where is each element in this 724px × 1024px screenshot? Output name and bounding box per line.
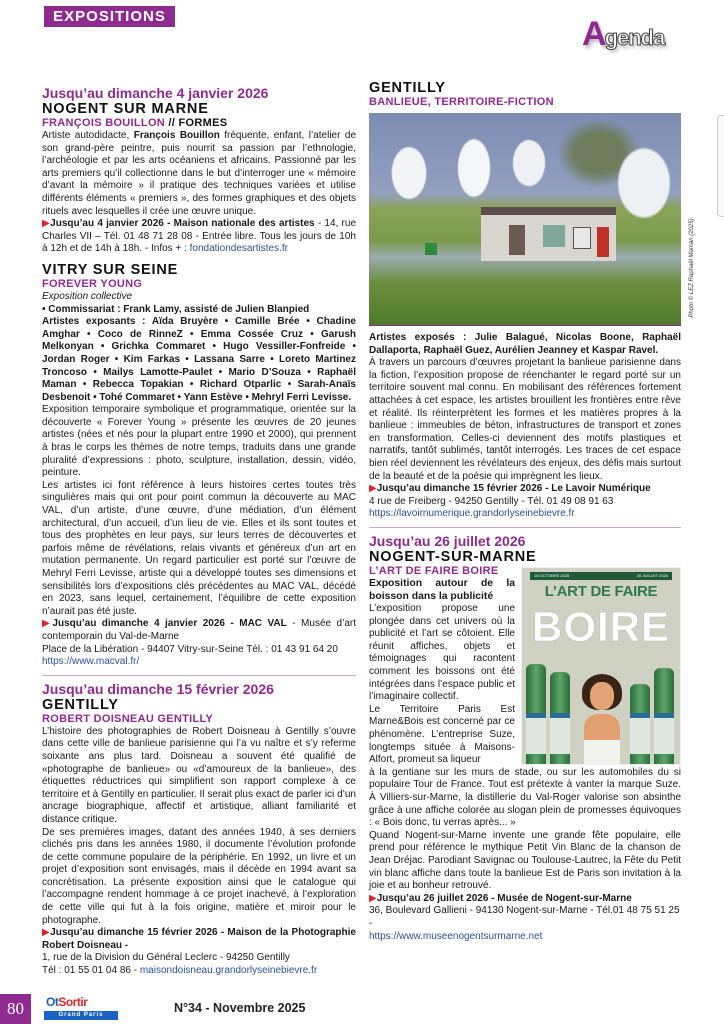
- event-city: NOGENT-SUR-MARNE: [369, 548, 537, 565]
- event-description: à la gentiane sur les murs de stade, ou sur les automobiles du si populaire Tour de France. Tout est prétexte à vanter la marque Suze. À Villiers-sur-Marne, la distillerie du Val-Roger valorise son absinthe grâce à une affiche colorée au slogan plein de promesses équivoques : « Bois donc, tu verras après... »: [369, 766, 681, 829]
- agenda-logo-rest: genda: [604, 25, 665, 50]
- event-description: De ses premières images, datant des années 1940, à ses derniers clichés pris dans les années 1980, il documente l’évolution profonde de cette commune populaire de la périphérie. En 1992, un livre et un projet d’exposition sont envisagés, mais il décède en 1994 avant sa concrétisation. La présente exposition ainsi que le catalogue qui l’accompagne rendent hommage à ce projet inachevé, à l’exploration de cette ville qui fut à la fois origine, matière et miroir pour le photographe.: [42, 826, 356, 926]
- event-info-bold: Jusqu’au dimanche 15 février 2026 - Le Lavoir Numérique: [376, 483, 651, 495]
- arrow-right-icon: ▶: [369, 483, 377, 495]
- event-description: À travers un parcours d’œuvres projetant la banlieue parisienne dans la fiction, l’exposition propose de réenchanter le regard porté sur un territoire souvent mal connu. En mobilisant des références fortement attachées à cet espace, les artistes brouillent les frontières entre rêve et réalité. Ils réinterprètent les formes et les matières propres à la banlieue : immeubles de béton, infrastructures de transport et zones en transformation. Celles-ci deviennent des motifs plastiques et narratifs, tantôt sublimés, tantôt interrogés. Les traces de cet espace bien réel deviennent les révélateurs des enjeux, des défis mais surtout de la beauté et de la poésie qui imprègnent les lieux.: [369, 357, 681, 482]
- poster-date-band: [530, 572, 672, 580]
- magazine-logo: [44, 995, 118, 1021]
- event-title: FORMES: [178, 117, 228, 129]
- event-info-rest: -: [122, 939, 129, 951]
- arrow-right-icon: ▶: [42, 618, 53, 630]
- event-info: [369, 483, 681, 496]
- event-info: [42, 618, 356, 643]
- event-city: VITRY SUR SEINE: [42, 261, 179, 278]
- event-link[interactable]: https://www.museenogentsurmarne.net: [369, 930, 543, 942]
- event-lead: Exposition autour de la boisson dans la publicité: [369, 577, 515, 602]
- event-address: Place de la Libération - 94407 Vitry-sur-Seine Tél. : 01 43 91 64 20: [42, 643, 338, 655]
- agenda-logo: [582, 15, 665, 53]
- event-artists: Artistes exposants : Aïda Bruyère • Camille Brée • Chadine Amghar • Coco de RinneZ • Emma Cossée Cruz • Garush Melkonyan • Grichka Commaret • Hugo Vessiller-Fonfreide • Jordan Roger • Kim Farkas • Lassana Sarre • Loreto Martinez Troncoso • Mailys Lamotte-Paulet • Mario D’Souza • Raphaël Maman • Rebecca Topakian • Richard Otparlic • Sarah-Anaïs Desbenoit • Tohé Commaret • Yann Estève • Mehryl Ferri Levisse.: [42, 316, 356, 403]
- event-photo-house-landscape: [369, 113, 681, 326]
- event-link[interactable]: https://www.macval.fr/: [42, 656, 140, 668]
- event-info-bold: Jusqu’au 4 janvier 2026 - Maison nationale des artistes: [50, 218, 315, 230]
- event-link[interactable]: https://lavoirnumerique.grandorlyseinebievre.fr: [369, 508, 575, 520]
- event-description: [42, 130, 356, 218]
- poster-end-date: 26 JUILLET 2026: [636, 572, 668, 578]
- event-subtitle: FOREVER YOUNG: [42, 277, 143, 290]
- event-info-bold: Jusqu’au dimanche 15 février 2026 - Maison de la Photographie Robert Doisneau: [42, 927, 356, 951]
- event-city: NOGENT SUR MARNE: [42, 101, 209, 117]
- event-link[interactable]: maisondoisneau.grandorlyseinebievre.fr: [139, 965, 318, 977]
- event-city: GENTILLY: [42, 696, 119, 713]
- event-date: Jusqu’au dimanche 4 janvier 2026: [42, 85, 269, 101]
- event-description: L’histoire des photographies de Robert Doisneau à Gentilly s’ouvre dans cette ville de banlieue parisienne qui l’a vu naître et s’y referme soixante ans plus tard. Doisneau a souvent été qualifié de «photographe de banlieue» ou «d’amoureux de la banlieue», des étiquettes réductrices qui simplifient son rapport complexe à ce territoire et à Gentilly en particulier. Il serait plus exact de parler ici d’un ancrage biographique, affectif et artistique, alliant familiarité et distance critique.: [42, 725, 356, 825]
- event-date: Jusqu’au dimanche 15 février 2026: [42, 680, 274, 697]
- event-info: [369, 893, 681, 906]
- event-link[interactable]: fondationdesartistes.fr: [189, 243, 288, 255]
- agenda-logo-initial: A: [582, 15, 607, 53]
- arrow-right-icon: ▶: [42, 927, 51, 939]
- logo-mark: Ot: [46, 995, 59, 1009]
- event-info: [42, 927, 356, 952]
- event-gentilly-territoire-fiction: [369, 80, 681, 521]
- section-tag: EXPOSITIONS: [44, 6, 175, 27]
- photo-credit-text: Photo © LEZ Raphaël Maman (2025): [689, 218, 695, 318]
- poster-bottle: [526, 664, 546, 764]
- poster-bottle: [630, 684, 650, 764]
- event-date: Jusqu’au 26 juillet 2026: [369, 532, 526, 549]
- event-subtitle: [42, 117, 356, 130]
- event-info: [42, 218, 356, 256]
- event-artists: Artistes exposés : Julie Balagué, Nicolas Boone, Raphaël Dallaporta, Raphaël Guez, Aurélien Jeanney et Kaspar Ravel.: [369, 332, 681, 356]
- event-info-rest: - Musée d’art contemporain du Val-de-Marne: [42, 618, 357, 642]
- event-address: 4 rue de Freiberg - 94250 Gentilly - Tél. 01 49 08 91 63: [369, 495, 614, 507]
- event-curators: • Commissariat : Frank Lamy, assisté de Julien Blanpied: [42, 303, 310, 315]
- event-info-bold: Jusqu’au dimanche 4 janvier 2026 - MAC VAL: [52, 618, 287, 630]
- event-description: Exposition temporaire symbolique et programmatique, orientée sur la découverte « Forever Young » présente les œuvres de 20 jeunes artistes (nées et nés pour la plupart entre 1990 et 2000), qui prennent à bras le corps les thèmes de notre temps, traduits dans une grande pluralité d’expressions : photo, sculpture, installation, dessin, vidéo, peinture.: [42, 404, 356, 479]
- artist-name: François Bouillon: [133, 130, 220, 141]
- event-description: Le Territoire Paris Est Marne&Bois est concerné par ce phénomène. L’entreprise Suze, longtemps située à Maisons-Alfort, promeut sa liqueur: [369, 703, 515, 766]
- description-text: fréquente, enfant, l’atelier de son grand-père peintre, puis nourrit sa passion par l’ethnologie, l’archéologie et par les arts océaniens et africains. Passionné par les arts premiers qu’il collectionne dans le but d’interroger une « mémoire d’avant la mémoire » il pratique des techniques variées et utilise différents éléments « premiers », des formes graphiques et des objets rituels avec lesquelles il crée une œuvre unique.: [42, 130, 357, 217]
- event-kind: Exposition collective: [42, 290, 133, 302]
- event-description: L’exposition propose une plongée dans cet univers où la publicité et l’art se côtoient. Elle réunit affiches, objets et témoignages qui racontent comment les boissons ont été intégrées dans l’espace public et l’imaginaire collectif.: [369, 603, 515, 703]
- description-text: Artiste autodidacte,: [42, 130, 134, 141]
- event-gentilly-doisneau: [42, 681, 356, 978]
- page-number: 80: [0, 994, 31, 1024]
- photo-credit: [686, 195, 698, 345]
- event-info-rest: - 14, rue Charles VII – Tél. 01 48 71 28 08 - Entrée libre. Tous les jours de 10h à 12h et de 14h à 18h. - Infos + :: [42, 218, 357, 255]
- photo-house: [481, 207, 616, 261]
- event-contact: [42, 965, 356, 978]
- logo-subtitle: Grand Paris: [44, 1011, 118, 1020]
- divider: [369, 527, 681, 528]
- event-description: Les artistes ici font référence à leurs histoires certes toutes très singulières mais qui ont pour point commun la découverte au MAC VAL, d’un artiste, d’une œuvre, d’une médiation, d’un élément architectural, d’un accueil, d’un lieu de vie. Elles et ils sont toutes et tous des prophètes en leur pays, sur leurs terres de découvertes et parfois même de révélations, relais vivants et généreux d’un art en mutation permanente. Un regard particulier est porté sur l’œuvre de Mehryl Ferri Levisse, artiste qui a développé toutes ses dimensions et sensibilités lors d’expositions clés précédentes au MAC VAL, décédé en 2023, sans lequel, certainement, l’équilibre de cette exposition n’aurait pas été juste.: [42, 479, 356, 617]
- poster-title-line1: L’ART DE FAIRE: [544, 582, 658, 600]
- right-column: [369, 80, 681, 943]
- event-artist: FRANÇOIS BOUILLON: [42, 117, 166, 129]
- poster-bottle: [654, 668, 674, 764]
- poster-bottle: [550, 672, 570, 764]
- event-subtitle: ROBERT DOISNEAU GENTILLY: [42, 712, 214, 725]
- event-address: 1, rue de la Division du Général Leclerc - 94250 Gentilly: [42, 952, 290, 964]
- poster-woman-illustration: [578, 674, 626, 764]
- poster-start-date: 18 OCTOBRE 2025: [534, 572, 570, 578]
- event-address: 36, Boulevard Gallieni - 94130 Nogent-sur-Marne - Tél.01 48 75 51 25 -: [369, 905, 680, 929]
- event-city: GENTILLY: [369, 80, 446, 96]
- left-column: [42, 85, 356, 978]
- divider: [42, 675, 356, 676]
- subtitle-separator: //: [165, 117, 179, 129]
- event-nogent-bouillon: [42, 85, 356, 256]
- poster-title-line2: BOIRE: [531, 602, 670, 650]
- event-tel: Tél : 01 55 01 04 86 -: [42, 965, 140, 977]
- event-info-bold: Jusqu’au 26 juillet 2026 - Musée de Nogent-sur-Marne: [376, 892, 632, 904]
- event-nogent-art-de-faire-boire: [369, 533, 681, 943]
- event-subtitle: L’ART DE FAIRE BOIRE: [369, 564, 499, 577]
- logo-wordmark: Sortir: [58, 995, 88, 1009]
- event-poster: [521, 567, 681, 765]
- event-subtitle: BANLIEUE, TERRITOIRE-FICTION: [369, 96, 554, 108]
- event-description: Quand Nogent-sur-Marne invente une grande fête populaire, elle prend pour référence le mythique Petit Vin Blanc de la chanson de Jean Dréjac. Parodiant Savignac ou Toulouse-Lautrec, la Fête du Petit vin blanc affiche dans toute la banlieue Est de Paris son invitation à la joie et au bonheur retrouvé.: [369, 829, 681, 892]
- arrow-right-icon: ▶: [42, 218, 51, 230]
- issue-label: N°34 - Novembre 2025: [174, 1001, 306, 1015]
- event-vitry-forever-young: [42, 262, 356, 669]
- page-tab-edge: [717, 115, 724, 217]
- arrow-right-icon: ▶: [369, 892, 377, 904]
- photo-sign: [425, 243, 437, 255]
